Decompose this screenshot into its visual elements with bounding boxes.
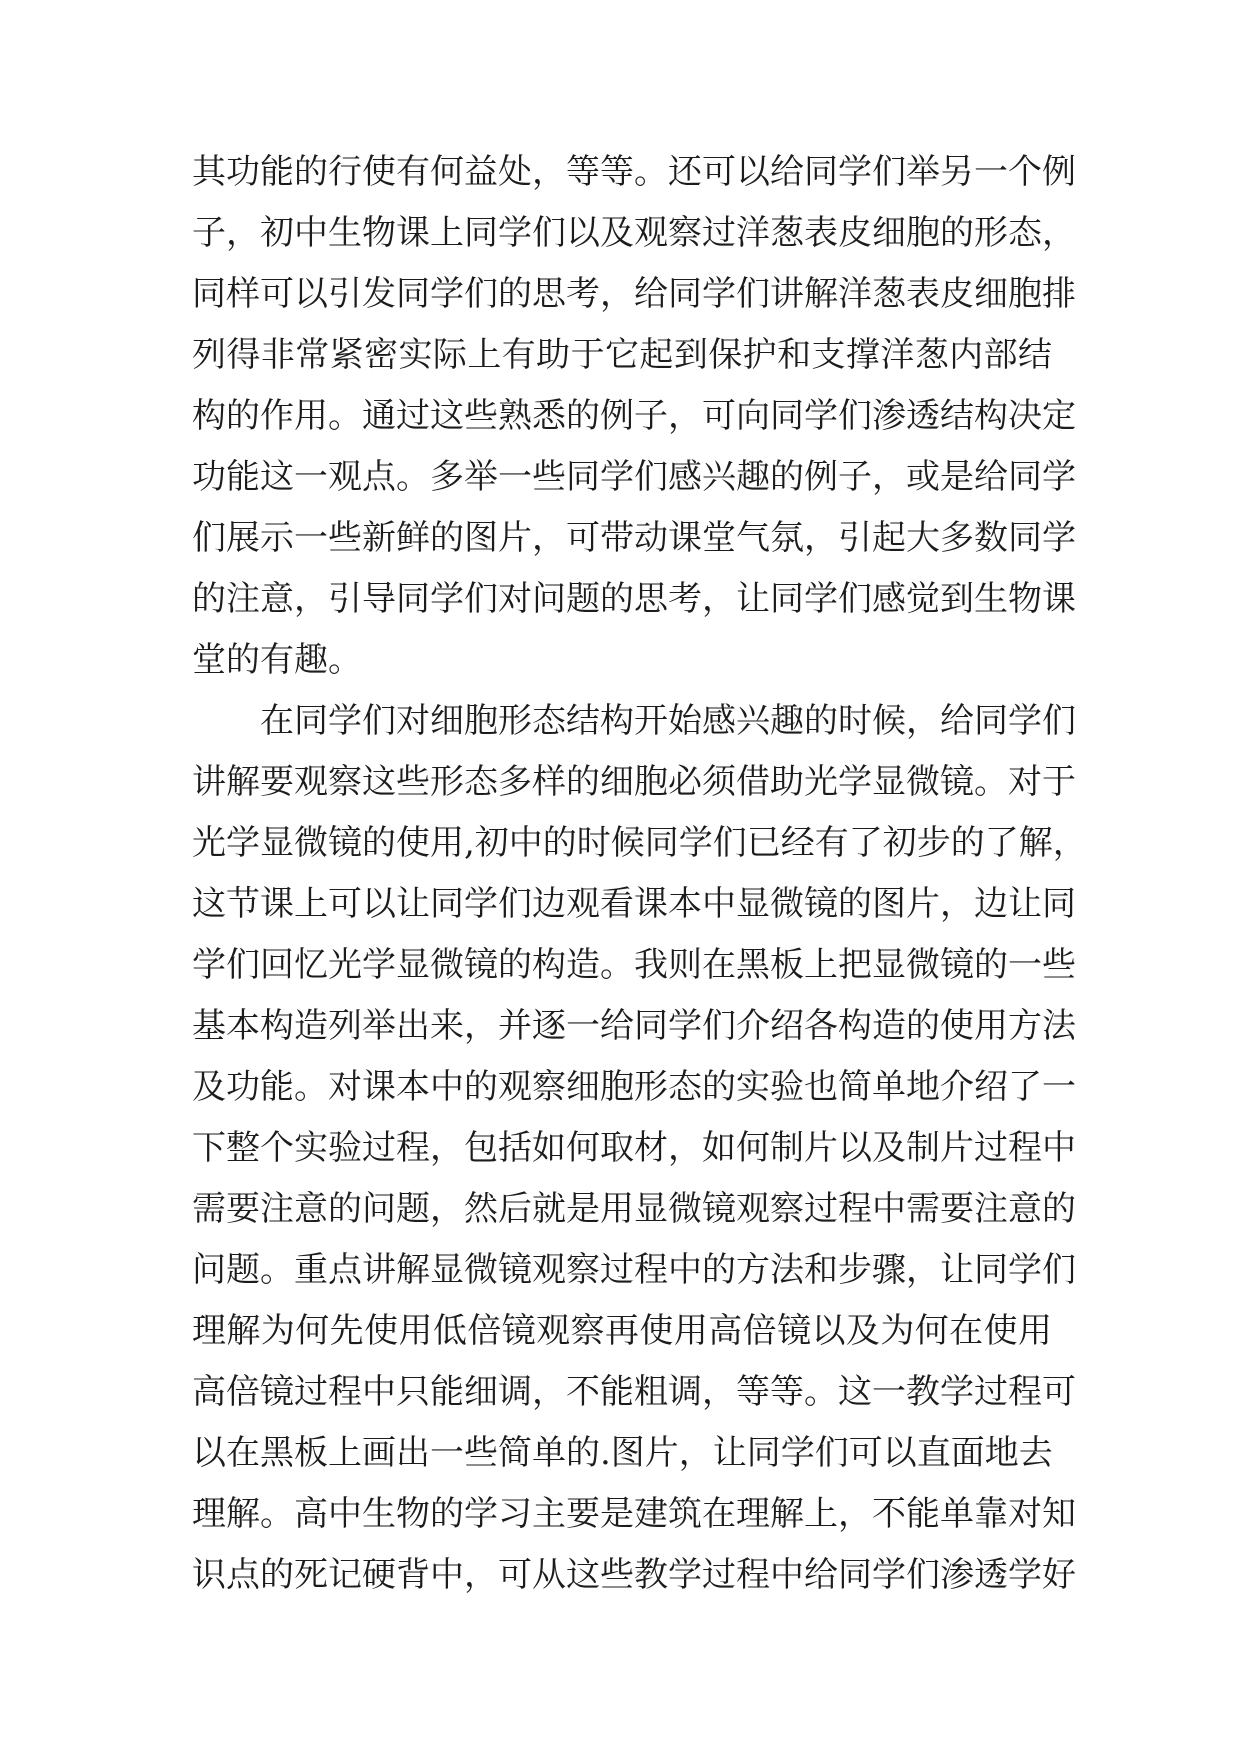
text-line: 功能这一观点。多举一些同学们感兴趣的例子，或是给同学 bbox=[192, 457, 1076, 497]
text-line: 学们回忆光学显微镜的构造。我则在黑板上把显微镜的一些 bbox=[192, 945, 1076, 985]
text-line: 堂的有趣。 bbox=[192, 640, 362, 680]
text-line: 以在黑板上画出一些简单的.图片，让同学们可以直面地去 bbox=[192, 1433, 1053, 1473]
text-line: 讲解要观察这些形态多样的细胞必须借助光学显微镜。对于 bbox=[192, 762, 1076, 802]
text-line: 这节课上可以让同学们边观看课本中显微镜的图片，边让同 bbox=[192, 884, 1076, 924]
text-line: 其功能的行使有何益处，等等。还可以给同学们举另一个例 bbox=[192, 152, 1076, 192]
text-line: 需要注意的问题，然后就是用显微镜观察过程中需要注意的 bbox=[192, 1189, 1076, 1229]
text-line: 的注意，引导同学们对问题的思考，让同学们感觉到生物课 bbox=[192, 579, 1076, 619]
text-line: 在同学们对细胞形态结构开始感兴趣的时候，给同学们 bbox=[260, 701, 1076, 741]
text-line: 们展示一些新鲜的图片，可带动课堂气氛，引起大多数同学 bbox=[192, 518, 1076, 558]
text-line: 问题。重点讲解显微镜观察过程中的方法和步骤，让同学们 bbox=[192, 1250, 1076, 1290]
text-line: 同样可以引发同学们的思考，给同学们讲解洋葱表皮细胞排 bbox=[192, 274, 1076, 314]
text-line: 及功能。对课本中的观察细胞形态的实验也简单地介绍了一 bbox=[192, 1067, 1076, 1107]
text-line: 理解。高中生物的学习主要是建筑在理解上，不能单靠对知 bbox=[192, 1494, 1076, 1534]
text-line: 高倍镜过程中只能细调，不能粗调，等等。这一教学过程可 bbox=[192, 1372, 1076, 1412]
text-line: 列得非常紧密实际上有助于它起到保护和支撑洋葱内部结 bbox=[192, 335, 1052, 375]
text-line: 理解为何先使用低倍镜观察再使用高倍镜以及为何在使用 bbox=[192, 1311, 1052, 1351]
text-line: 光学显微镜的使用,初中的时候同学们已经有了初步的了解， bbox=[192, 823, 1087, 863]
text-line: 构的作用。通过这些熟悉的例子，可向同学们渗透结构决定 bbox=[192, 396, 1076, 436]
text-line: 基本构造列举出来，并逐一给同学们介绍各构造的使用方法 bbox=[192, 1006, 1076, 1046]
text-line: 子，初中生物课上同学们以及观察过洋葱表皮细胞的形态， bbox=[192, 213, 1076, 253]
text-line: 下整个实验过程，包括如何取材，如何制片以及制片过程中 bbox=[192, 1128, 1076, 1168]
text-line: 识点的死记硬背中，可从这些教学过程中给同学们渗透学好 bbox=[192, 1555, 1076, 1595]
